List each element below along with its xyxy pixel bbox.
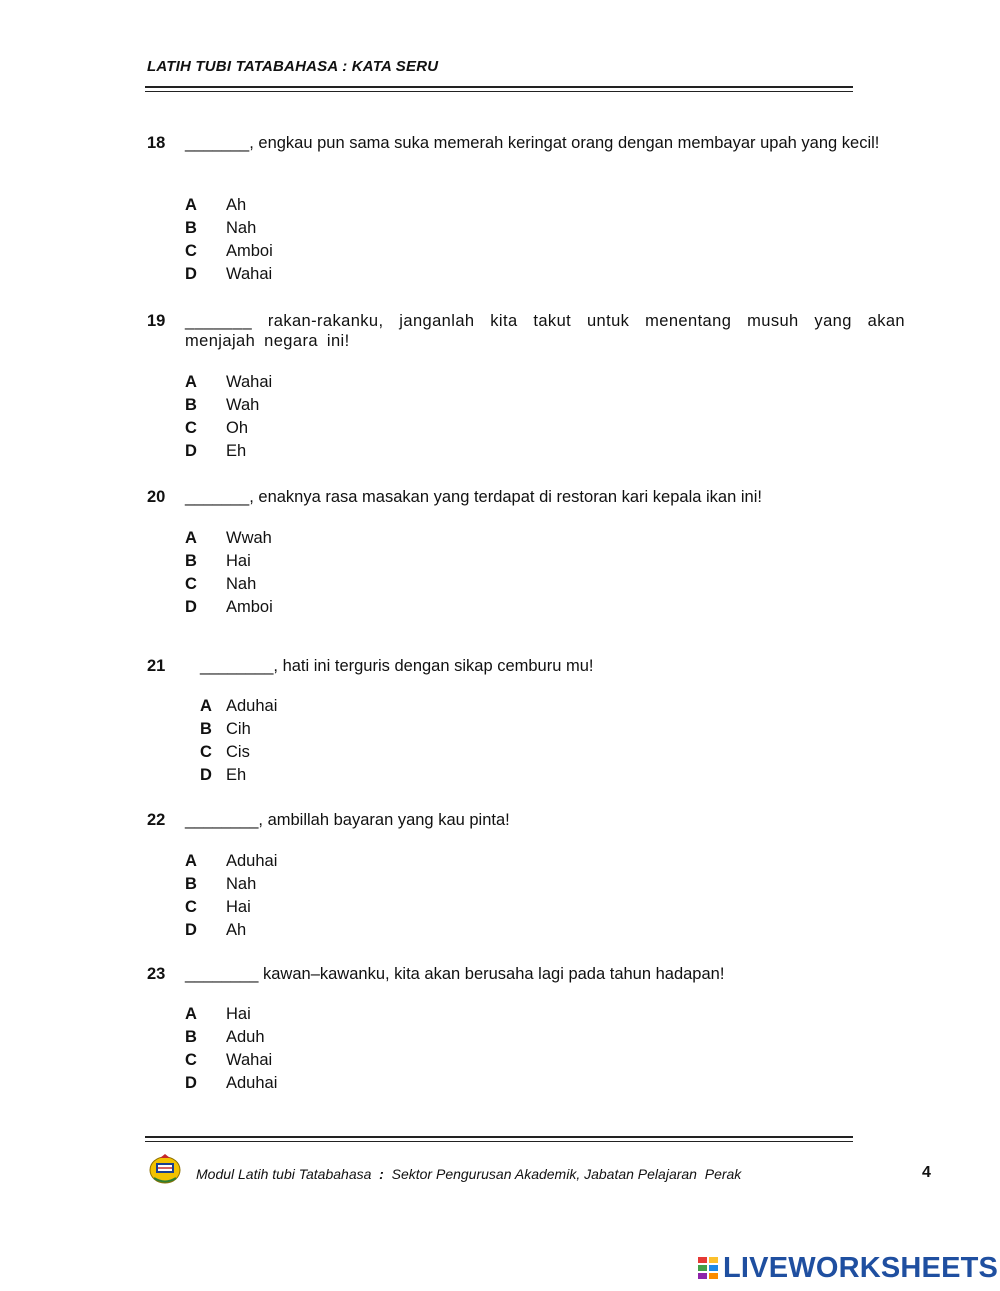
state-crest-icon xyxy=(148,1152,182,1186)
option-text: Nah xyxy=(226,875,257,893)
option-letter: B xyxy=(185,219,197,237)
option-text: Wahai xyxy=(226,373,273,391)
option-letter: A xyxy=(200,697,212,715)
option-text: Oh xyxy=(226,419,249,437)
option-a[interactable] xyxy=(185,850,485,873)
question-number: 18 xyxy=(147,134,166,152)
option-d[interactable] xyxy=(185,440,485,463)
question-number: 20 xyxy=(147,488,166,506)
option-b[interactable] xyxy=(185,550,485,573)
page-number: 4 xyxy=(922,1164,931,1181)
option-a[interactable] xyxy=(185,194,485,217)
question-number: 21 xyxy=(147,657,166,675)
option-c[interactable] xyxy=(185,417,485,440)
option-list xyxy=(185,1003,485,1095)
option-text: Aduhai xyxy=(226,697,278,715)
option-letter: B xyxy=(185,552,197,570)
question-number: 19 xyxy=(147,312,166,330)
option-a[interactable] xyxy=(185,1003,485,1026)
footer-module-name: Modul Latih tubi Tatabahasa xyxy=(196,1166,372,1182)
option-d[interactable] xyxy=(185,263,485,286)
option-c[interactable] xyxy=(185,573,485,596)
question-text: _______ rakan-rakanku, janganlah kita takut untuk menentang musuh yang akan menjajah negara ini! xyxy=(185,312,905,350)
option-b[interactable] xyxy=(185,1026,485,1049)
option-text: Wwah xyxy=(226,529,272,547)
option-text: Nah xyxy=(226,575,257,593)
option-letter: C xyxy=(200,743,212,761)
option-letter: C xyxy=(185,1051,197,1069)
option-text: Wah xyxy=(226,396,260,414)
option-text: Nah xyxy=(226,219,257,237)
option-c[interactable] xyxy=(185,896,485,919)
option-c[interactable] xyxy=(200,741,500,764)
option-a[interactable] xyxy=(185,371,485,394)
option-list xyxy=(185,527,485,619)
option-b[interactable] xyxy=(185,873,485,896)
option-text: Aduh xyxy=(226,1028,265,1046)
liveworksheets-mark-icon xyxy=(697,1256,719,1280)
option-letter: D xyxy=(185,921,197,939)
option-d[interactable] xyxy=(185,1072,485,1095)
question-text: ________ kawan–kawanku, kita akan berusaha lagi pada tahun hadapan! xyxy=(185,965,725,983)
option-text: Amboi xyxy=(226,598,273,616)
option-list xyxy=(185,371,485,463)
option-text: Ah xyxy=(226,921,247,939)
option-b[interactable] xyxy=(200,718,500,741)
question-number: 22 xyxy=(147,811,166,829)
option-letter: D xyxy=(200,766,212,784)
option-text: Cis xyxy=(226,743,250,761)
option-letter: D xyxy=(185,265,197,283)
footer-rule xyxy=(145,1136,853,1138)
option-b[interactable] xyxy=(185,217,485,240)
question-text: _______, engkau pun sama suka memerah keringat orang dengan membayar upah yang kecil! xyxy=(185,134,880,152)
option-c[interactable] xyxy=(185,1049,485,1072)
option-text: Eh xyxy=(226,766,247,784)
option-list xyxy=(185,194,485,286)
option-letter: B xyxy=(185,1028,197,1046)
option-letter: B xyxy=(185,875,197,893)
option-text: Ah xyxy=(226,196,247,214)
option-text: Wahai xyxy=(226,1051,273,1069)
option-text: Wahai xyxy=(226,265,273,283)
option-letter: C xyxy=(185,898,197,916)
option-letter: D xyxy=(185,598,197,616)
option-letter: C xyxy=(185,242,197,260)
question-number: 23 xyxy=(147,965,166,983)
option-text: Aduhai xyxy=(226,852,278,870)
question-text: _______, enaknya rasa masakan yang terdapat di restoran kari kepala ikan ini! xyxy=(185,488,762,506)
option-a[interactable] xyxy=(185,527,485,550)
option-c[interactable] xyxy=(185,240,485,263)
liveworksheets-logo[interactable] xyxy=(697,1252,998,1284)
option-list xyxy=(185,850,485,942)
option-letter: B xyxy=(200,720,212,738)
option-letter: D xyxy=(185,442,197,460)
question-text: ________, hati ini terguris dengan sikap cemburu mu! xyxy=(200,657,594,675)
option-letter: D xyxy=(185,1074,197,1092)
option-text: Eh xyxy=(226,442,247,460)
option-list xyxy=(200,695,500,787)
footer-rule-thin xyxy=(145,1141,853,1142)
option-letter: A xyxy=(185,196,197,214)
option-d[interactable] xyxy=(185,919,485,942)
option-d[interactable] xyxy=(200,764,500,787)
option-text: Hai xyxy=(226,552,251,570)
option-letter: A xyxy=(185,1005,197,1023)
option-letter: B xyxy=(185,396,197,414)
option-letter: A xyxy=(185,852,197,870)
footer-department: Sektor Pengurusan Akademik, Jabatan Pelajaran Perak xyxy=(391,1166,742,1182)
option-letter: A xyxy=(185,373,197,391)
option-text: Cih xyxy=(226,720,251,738)
header-rule xyxy=(145,86,853,88)
option-text: Hai xyxy=(226,1005,251,1023)
option-d[interactable] xyxy=(185,596,485,619)
question-text: ________, ambillah bayaran yang kau pinta! xyxy=(185,811,510,829)
option-text: Aduhai xyxy=(226,1074,278,1092)
page-header-title: LATIH TUBI TATABAHASA : KATA SERU xyxy=(147,58,439,75)
footer-text xyxy=(196,1166,741,1182)
option-letter: C xyxy=(185,419,197,437)
option-letter: A xyxy=(185,529,197,547)
header-rule-thin xyxy=(145,91,853,92)
footer-separator: : xyxy=(379,1166,384,1182)
option-text: Hai xyxy=(226,898,251,916)
option-text: Amboi xyxy=(226,242,273,260)
option-a[interactable] xyxy=(200,695,500,718)
option-b[interactable] xyxy=(185,394,485,417)
liveworksheets-wordmark: LIVEWORKSHEETS xyxy=(723,1251,999,1284)
option-letter: C xyxy=(185,575,197,593)
